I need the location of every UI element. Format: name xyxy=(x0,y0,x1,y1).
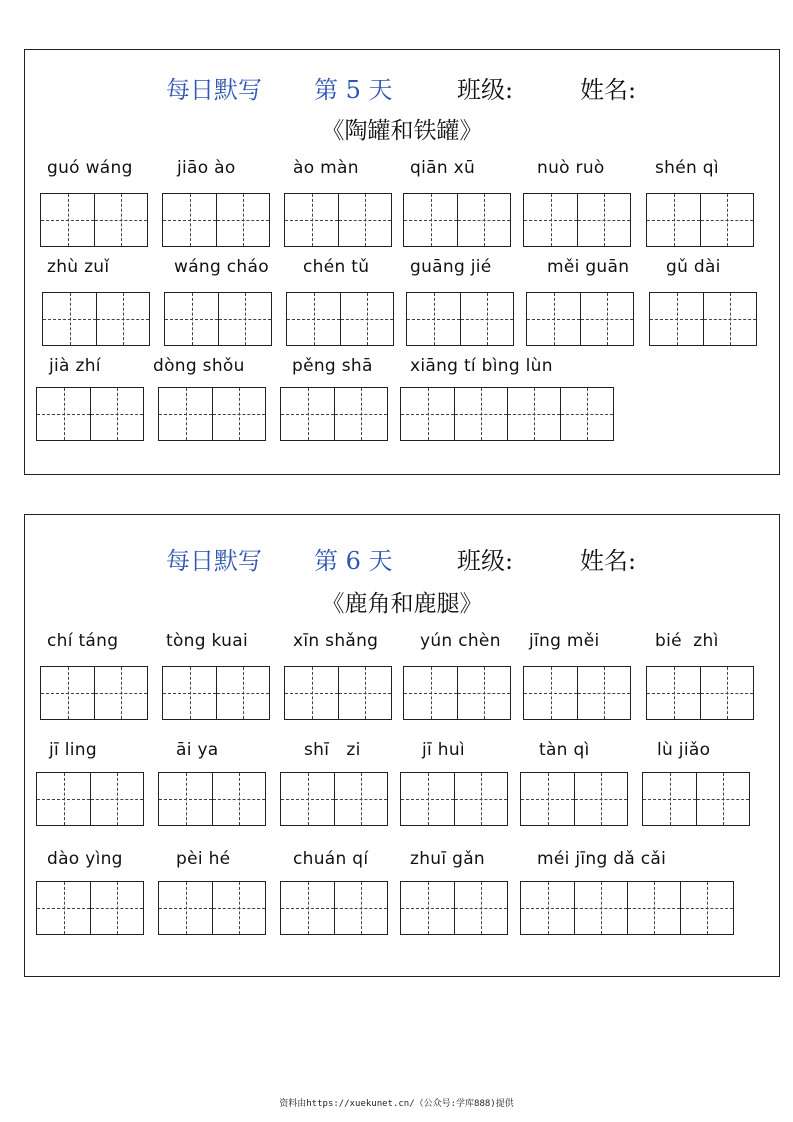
class-label: 班级: xyxy=(457,547,514,575)
char-cell[interactable] xyxy=(159,882,212,934)
writing-grid[interactable] xyxy=(36,387,144,441)
writing-grid[interactable] xyxy=(520,772,628,826)
char-cell[interactable] xyxy=(334,882,387,934)
char-cell[interactable] xyxy=(216,667,269,719)
pinyin-label: dào yìng xyxy=(47,849,123,869)
writing-grid[interactable] xyxy=(403,193,511,247)
pinyin-label: chén tǔ xyxy=(303,257,370,277)
char-cell[interactable] xyxy=(159,773,212,825)
pinyin-label: guāng jié xyxy=(410,257,492,277)
source-footer: 资料由https://xuekunet.cn/（公众号:学库888)提供 xyxy=(279,1099,514,1109)
char-cell[interactable] xyxy=(404,667,457,719)
writing-grid[interactable] xyxy=(36,881,144,935)
char-cell[interactable] xyxy=(218,293,271,345)
char-cell[interactable] xyxy=(527,293,580,345)
char-cell[interactable] xyxy=(163,667,216,719)
writing-grid[interactable] xyxy=(280,387,388,441)
char-cell[interactable] xyxy=(524,194,577,246)
char-cell[interactable] xyxy=(212,882,265,934)
char-cell[interactable] xyxy=(338,194,391,246)
char-cell[interactable] xyxy=(577,194,630,246)
day-label: 第 6 天 xyxy=(314,547,393,575)
char-cell[interactable] xyxy=(90,882,143,934)
char-cell[interactable] xyxy=(216,194,269,246)
char-cell[interactable] xyxy=(165,293,218,345)
char-cell[interactable] xyxy=(574,773,627,825)
writing-grid[interactable] xyxy=(158,881,266,935)
char-cell[interactable] xyxy=(524,667,577,719)
char-cell[interactable] xyxy=(90,773,143,825)
writing-grid[interactable] xyxy=(164,292,272,346)
pinyin-label: qiān xū xyxy=(410,158,476,178)
pinyin-label: nuò ruò xyxy=(537,158,605,178)
char-cell[interactable] xyxy=(41,194,94,246)
writing-grid[interactable] xyxy=(400,881,508,935)
writing-grid[interactable] xyxy=(403,666,511,720)
writing-grid[interactable] xyxy=(649,292,757,346)
char-cell[interactable] xyxy=(285,667,338,719)
pinyin-label: tòng kuai xyxy=(166,631,248,651)
pinyin-label: guó wáng xyxy=(47,158,133,178)
char-cell[interactable] xyxy=(37,882,90,934)
char-cell[interactable] xyxy=(334,773,387,825)
char-cell[interactable] xyxy=(643,773,696,825)
pinyin-label: pèi hé xyxy=(176,849,231,869)
pinyin-label: xīn shǎng xyxy=(293,631,379,651)
char-cell[interactable] xyxy=(281,882,334,934)
pinyin-label: gǔ dài xyxy=(666,257,721,277)
pinyin-label: pěng shā xyxy=(292,356,373,376)
worksheet-day-6 xyxy=(24,514,780,977)
char-cell[interactable] xyxy=(340,293,393,345)
pinyin-label: dòng shǒu xyxy=(153,356,245,376)
writing-grid[interactable] xyxy=(646,193,754,247)
pinyin-label: chí táng xyxy=(47,631,119,651)
writing-grid[interactable] xyxy=(520,881,734,935)
char-cell[interactable] xyxy=(521,773,574,825)
pinyin-label: shén qì xyxy=(655,158,719,178)
title: 每日默写 xyxy=(166,547,262,575)
char-cell[interactable] xyxy=(703,293,756,345)
lesson-title: 《鹿角和鹿腿》 xyxy=(321,591,483,617)
char-cell[interactable] xyxy=(457,194,510,246)
pinyin-label: bié zhì xyxy=(655,631,719,651)
worksheet-header xyxy=(25,515,779,575)
char-cell[interactable] xyxy=(334,388,387,440)
pinyin-label: měi guān xyxy=(547,257,630,277)
char-cell[interactable] xyxy=(680,882,733,934)
char-cell[interactable] xyxy=(94,667,147,719)
char-cell[interactable] xyxy=(37,773,90,825)
char-cell[interactable] xyxy=(650,293,703,345)
writing-grid[interactable] xyxy=(40,193,148,247)
pinyin-label: lù jiǎo xyxy=(657,740,711,760)
char-cell[interactable] xyxy=(404,194,457,246)
pinyin-label: shī zi xyxy=(304,740,361,760)
writing-grid[interactable] xyxy=(400,772,508,826)
writing-grid[interactable] xyxy=(286,292,394,346)
worksheet-header xyxy=(25,50,779,104)
char-cell[interactable] xyxy=(43,293,96,345)
char-cell[interactable] xyxy=(163,194,216,246)
char-cell[interactable] xyxy=(521,882,574,934)
char-cell[interactable] xyxy=(94,194,147,246)
writing-grid[interactable] xyxy=(158,772,266,826)
writing-grid[interactable] xyxy=(642,772,750,826)
writing-grid[interactable] xyxy=(280,772,388,826)
writing-grid[interactable] xyxy=(646,666,754,720)
pinyin-label: wáng cháo xyxy=(174,257,269,277)
char-cell[interactable] xyxy=(212,388,265,440)
char-cell[interactable] xyxy=(580,293,633,345)
char-cell[interactable] xyxy=(90,388,143,440)
char-cell[interactable] xyxy=(281,388,334,440)
char-cell[interactable] xyxy=(212,773,265,825)
char-cell[interactable] xyxy=(700,194,753,246)
pinyin-label: jī ling xyxy=(49,740,97,760)
char-cell[interactable] xyxy=(159,388,212,440)
lesson-title: 《陶罐和铁罐》 xyxy=(321,118,483,144)
writing-grid[interactable] xyxy=(523,193,631,247)
class-label: 班级: xyxy=(457,76,514,104)
pinyin-label: yún chèn xyxy=(420,631,501,651)
char-cell[interactable] xyxy=(454,388,507,440)
char-cell[interactable] xyxy=(285,194,338,246)
char-cell[interactable] xyxy=(647,667,700,719)
day-label: 第 5 天 xyxy=(314,76,393,104)
pinyin-label: zhuī gǎn xyxy=(410,849,485,869)
char-cell[interactable] xyxy=(287,293,340,345)
char-cell[interactable] xyxy=(37,388,90,440)
char-cell[interactable] xyxy=(96,293,149,345)
writing-grid[interactable] xyxy=(42,292,150,346)
char-cell[interactable] xyxy=(454,882,507,934)
pinyin-label: xiāng tí bìng lùn xyxy=(410,356,553,376)
writing-grid[interactable] xyxy=(158,387,266,441)
pinyin-label: jiāo ào xyxy=(177,158,236,178)
pinyin-label: jià zhí xyxy=(49,356,101,376)
char-cell[interactable] xyxy=(401,388,454,440)
writing-grid[interactable] xyxy=(280,881,388,935)
name-label: 姓名: xyxy=(580,76,637,104)
writing-grid[interactable] xyxy=(523,666,631,720)
writing-grid[interactable] xyxy=(400,387,614,441)
char-cell[interactable] xyxy=(507,388,560,440)
name-label: 姓名: xyxy=(580,547,637,575)
char-cell[interactable] xyxy=(407,293,460,345)
char-cell[interactable] xyxy=(577,667,630,719)
pinyin-label: tàn qì xyxy=(539,740,590,760)
char-cell[interactable] xyxy=(574,882,627,934)
char-cell[interactable] xyxy=(401,773,454,825)
char-cell[interactable] xyxy=(41,667,94,719)
pinyin-label: āi ya xyxy=(176,740,219,760)
writing-grid[interactable] xyxy=(162,666,270,720)
writing-grid[interactable] xyxy=(162,193,270,247)
pinyin-label: méi jīng dǎ cǎi xyxy=(537,849,667,869)
pinyin-label: ào màn xyxy=(293,158,359,178)
pinyin-label: jīng měi xyxy=(529,631,600,651)
char-cell[interactable] xyxy=(401,882,454,934)
char-cell[interactable] xyxy=(696,773,749,825)
writing-grid[interactable] xyxy=(284,193,392,247)
pinyin-label: zhù zuǐ xyxy=(47,257,110,277)
char-cell[interactable] xyxy=(560,388,613,440)
writing-grid[interactable] xyxy=(526,292,634,346)
title: 每日默写 xyxy=(166,76,262,104)
writing-grid[interactable] xyxy=(36,772,144,826)
worksheet-day-5 xyxy=(24,49,780,475)
writing-grid[interactable] xyxy=(284,666,392,720)
pinyin-label: chuán qí xyxy=(293,849,369,869)
char-cell[interactable] xyxy=(627,882,680,934)
char-cell[interactable] xyxy=(460,293,513,345)
pinyin-label: jī huì xyxy=(422,740,465,760)
char-cell[interactable] xyxy=(457,667,510,719)
writing-grid[interactable] xyxy=(40,666,148,720)
char-cell[interactable] xyxy=(700,667,753,719)
char-cell[interactable] xyxy=(647,194,700,246)
char-cell[interactable] xyxy=(454,773,507,825)
char-cell[interactable] xyxy=(281,773,334,825)
char-cell[interactable] xyxy=(338,667,391,719)
writing-grid[interactable] xyxy=(406,292,514,346)
